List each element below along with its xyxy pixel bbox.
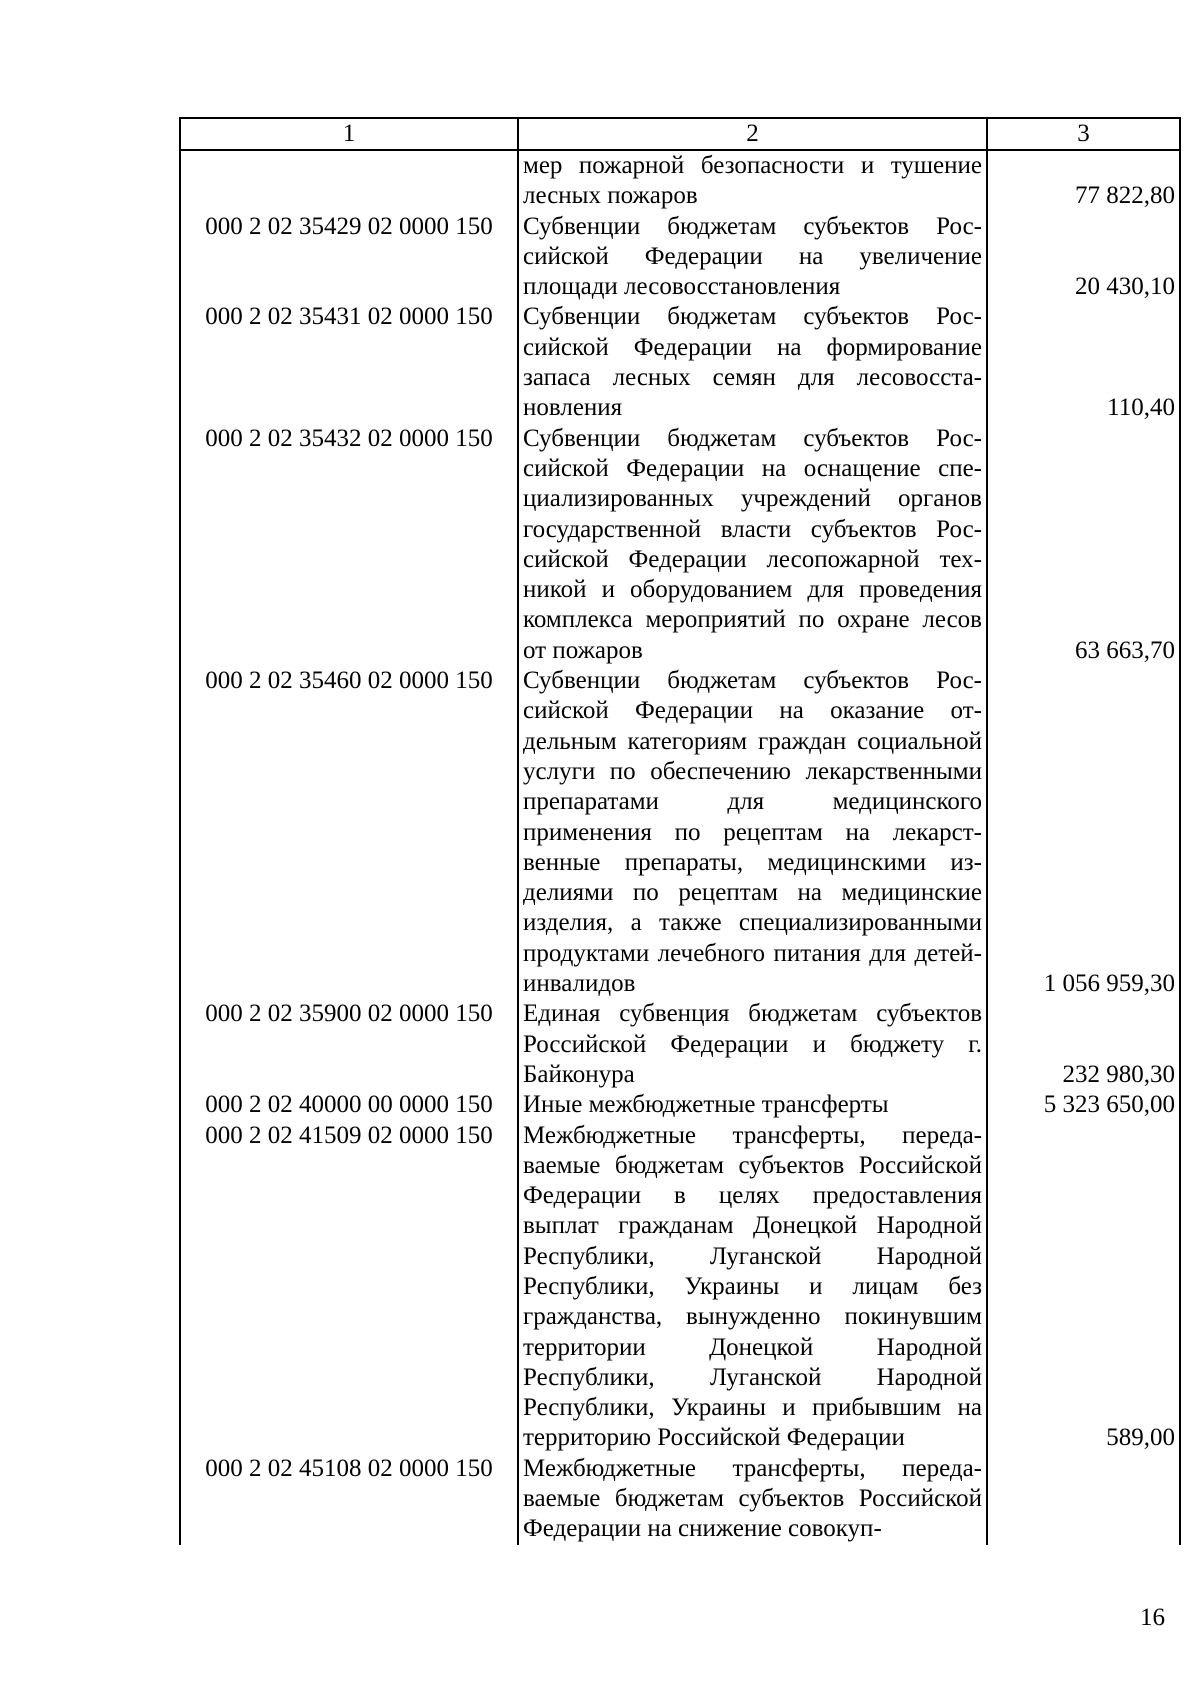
- budget-description: Иные межбюджетные трансферты: [518, 1090, 987, 1120]
- budget-description: мер пожарной безопасности и тушение лесных пожаров: [518, 150, 987, 212]
- table-row: [180, 1454, 1180, 1545]
- budget-description: Единая субвенция бюджетам субъектов Российской Федерации и бюджету г. Байконура: [518, 999, 987, 1090]
- budget-code: 000 2 02 35460 02 0000 150: [180, 666, 518, 999]
- budget-code: 000 2 02 35432 02 0000 150: [180, 424, 518, 666]
- budget-amount: 20 430,10: [987, 212, 1180, 303]
- budget-amount: 77 822,80: [987, 150, 1180, 212]
- budget-description: Субвенции бюджетам субъектов Российской Федерации на формирование запаса лесных семян для лесовосстановления: [518, 302, 987, 423]
- budget-amount: 110,40: [987, 302, 1180, 423]
- header-row: [180, 118, 1180, 150]
- budget-amount: 1 056 959,30: [987, 666, 1180, 999]
- table-row: [180, 302, 1180, 423]
- column-header-1: 1: [180, 118, 518, 150]
- budget-code: 000 2 02 35900 02 0000 150: [180, 999, 518, 1090]
- budget-description: Субвенции бюджетам субъектов Российской Федерации на оказание отдельным категориям граждан социальной услуги по обеспечению лекарственными препаратами для медицинского применения по рецептам на лекарственные препараты, медицинскими изделиями по рецептам на медицинские изделия, а также специализированными продуктами лечебного питания для детей-инвалидов: [518, 666, 987, 999]
- table-row: [180, 1121, 1180, 1454]
- table-row: [180, 150, 1180, 212]
- column-header-3: 3: [987, 118, 1180, 150]
- budget-amount: 589,00: [987, 1121, 1180, 1454]
- budget-description: Межбюджетные трансферты, передаваемые бюджетам субъектов Российской Федерации на снижение совокуп-: [518, 1454, 987, 1545]
- budget-code: 000 2 02 35429 02 0000 150: [180, 212, 518, 303]
- budget-amount: 232 980,30: [987, 999, 1180, 1090]
- budget-description: Субвенции бюджетам субъектов Российской Федерации на оснащение специализированных учреждений органов государственной власти субъектов Российской Федерации лесопожарной техникой и оборудованием для проведения комплекса мероприятий по охране лесов от пожаров: [518, 424, 987, 666]
- budget-code: [180, 150, 518, 212]
- budget-amount: 5 323 650,00: [987, 1090, 1180, 1120]
- table-row: [180, 424, 1180, 666]
- budget-table: [179, 117, 1181, 1545]
- table-row: [180, 1090, 1180, 1120]
- budget-code: 000 2 02 41509 02 0000 150: [180, 1121, 518, 1454]
- budget-amount: [987, 1454, 1180, 1545]
- budget-amount: 63 663,70: [987, 424, 1180, 666]
- budget-description: Субвенции бюджетам субъектов Российской Федерации на увеличение площади лесовосстановления: [518, 212, 987, 303]
- budget-code: 000 2 02 45108 02 0000 150: [180, 1454, 518, 1545]
- budget-description: Межбюджетные трансферты, передаваемые бюджетам субъектов Российской Федерации в целях предоставления выплат гражданам Донецкой Народной Республики, Луганской Народной Республики, Украины и лицам без гражданства, вынужденно покинувшим территории Донецкой Народной Республики, Луганской Народной Республики, Украины и прибывшим на территорию Российской Федерации: [518, 1121, 987, 1454]
- page-number: 16: [1140, 1604, 1165, 1631]
- table-row: [180, 666, 1180, 999]
- column-header-2: 2: [518, 118, 987, 150]
- table-row: [180, 999, 1180, 1090]
- budget-code: 000 2 02 35431 02 0000 150: [180, 302, 518, 423]
- table-row: [180, 212, 1180, 303]
- budget-code: 000 2 02 40000 00 0000 150: [180, 1090, 518, 1120]
